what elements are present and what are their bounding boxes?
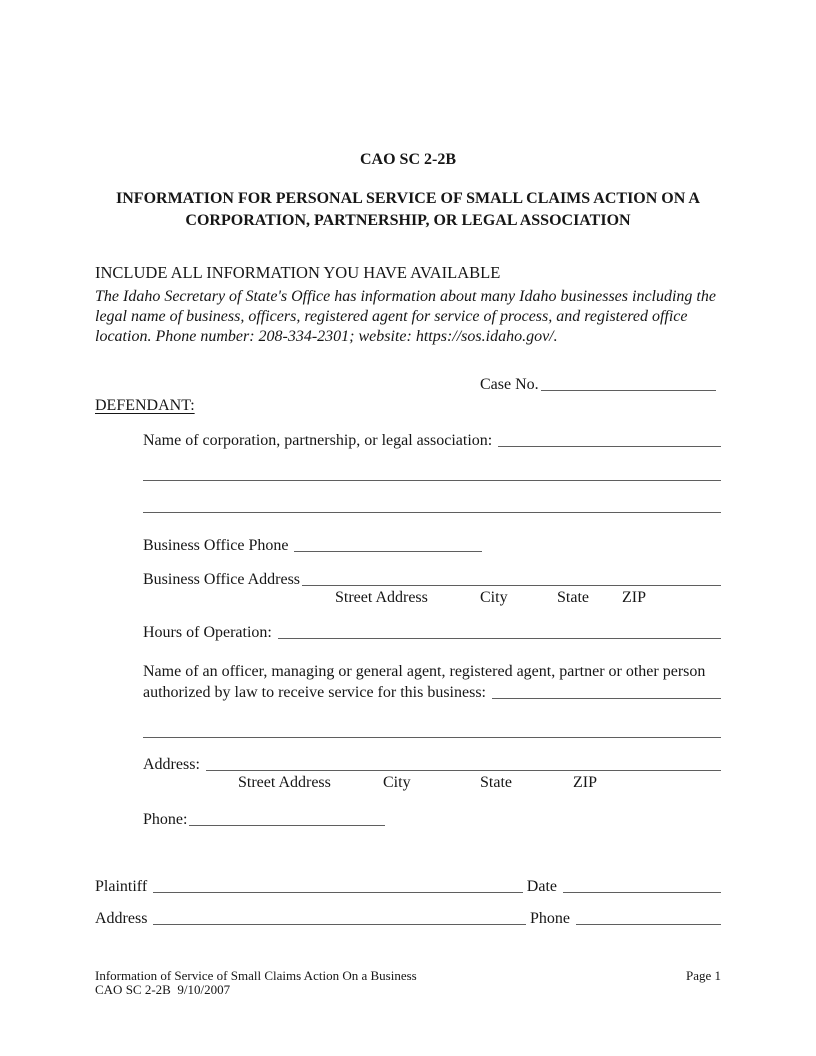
- document-title: [95, 188, 721, 232]
- business-office-phone-label: Business Office Phone: [143, 537, 289, 554]
- defendant-heading: DEFENDANT:: [95, 397, 195, 414]
- blank-fill-line: [143, 480, 721, 481]
- zip-sublabel: ZIP: [622, 589, 646, 606]
- plaintiff-phone-label: Phone: [530, 910, 570, 927]
- hours-of-operation-label: Hours of Operation:: [143, 624, 272, 641]
- footer-document-name: Information of Service of Small Claims Action On a Business: [95, 968, 417, 983]
- case-number-label: Case No.: [480, 376, 539, 393]
- plaintiff-address-label: Address: [95, 910, 148, 927]
- blank-fill-line: [143, 512, 721, 513]
- document-title-line-2: CORPORATION, PARTNERSHIP, OR LEGAL ASSOCIATION: [185, 212, 631, 229]
- officer-address-row: [143, 755, 721, 775]
- business-office-address-label: Business Office Address: [143, 571, 301, 588]
- state-sublabel: State: [557, 589, 589, 606]
- date-label: Date: [526, 878, 557, 895]
- document-title-line-1: INFORMATION FOR PERSONAL SERVICE OF SMALL CLAIMS ACTION ON A: [116, 190, 700, 207]
- business-office-phone-line: [294, 551, 482, 552]
- blank-fill-line: [143, 737, 721, 738]
- case-number-line: [541, 390, 716, 391]
- officer-address-line: [206, 770, 721, 771]
- plaintiff-label: Plaintiff: [95, 878, 148, 895]
- plaintiff-row: [95, 877, 721, 897]
- corporation-name-line: [498, 446, 721, 447]
- plaintiff-phone-line: [576, 924, 721, 925]
- hours-of-operation-row: [143, 623, 721, 643]
- hours-of-operation-line: [278, 638, 721, 639]
- officer-label-line-1: Name of an officer, managing or general agent, registered agent, partner or other person: [143, 663, 706, 680]
- address-sublabels-row-2: [95, 775, 721, 792]
- officer-row: [143, 682, 721, 703]
- instructions-heading: INCLUDE ALL INFORMATION YOU HAVE AVAILABLE: [95, 263, 501, 282]
- officer-label-line-2: authorized by law to receive service for this business:: [143, 684, 486, 701]
- date-line: [563, 892, 721, 893]
- business-office-address-line: [302, 585, 721, 586]
- corporation-name-row: [143, 431, 721, 451]
- street-address-sublabel: Street Address: [335, 589, 428, 606]
- business-office-address-row: [143, 570, 721, 590]
- case-number-row: [480, 375, 716, 395]
- zip-sublabel: ZIP: [573, 774, 597, 791]
- officer-phone-label: Phone:: [143, 811, 188, 828]
- officer-phone-line: [189, 825, 385, 826]
- street-address-sublabel: Street Address: [238, 774, 331, 791]
- intro-line-2: legal name of business, officers, registered agent for service of process, and registered office: [95, 308, 688, 325]
- plaintiff-address-row: [95, 909, 721, 929]
- plaintiff-address-line: [153, 924, 526, 925]
- footer-form-code-date: CAO SC 2-2B 9/10/2007: [95, 982, 231, 997]
- business-office-phone-row: [143, 536, 721, 556]
- state-sublabel: State: [480, 774, 512, 791]
- footer: [95, 969, 616, 997]
- plaintiff-name-line: [153, 892, 523, 893]
- page-number: Page 1: [685, 968, 721, 983]
- city-sublabel: City: [383, 774, 411, 791]
- corporation-name-label: Name of corporation, partnership, or legal association:: [143, 432, 493, 449]
- address-sublabels-row-1: [95, 590, 721, 607]
- intro-line-1: The Idaho Secretary of State's Office has information about many Idaho businesses including the: [95, 288, 716, 305]
- officer-phone-row: [143, 810, 721, 830]
- intro-line-3: location. Phone number: 208-334-2301; website: https://sos.idaho.gov/.: [95, 328, 558, 345]
- city-sublabel: City: [480, 589, 508, 606]
- officer-name-line: [492, 698, 721, 699]
- form-code: CAO SC 2-2B: [359, 151, 456, 168]
- officer-address-label: Address:: [143, 756, 200, 773]
